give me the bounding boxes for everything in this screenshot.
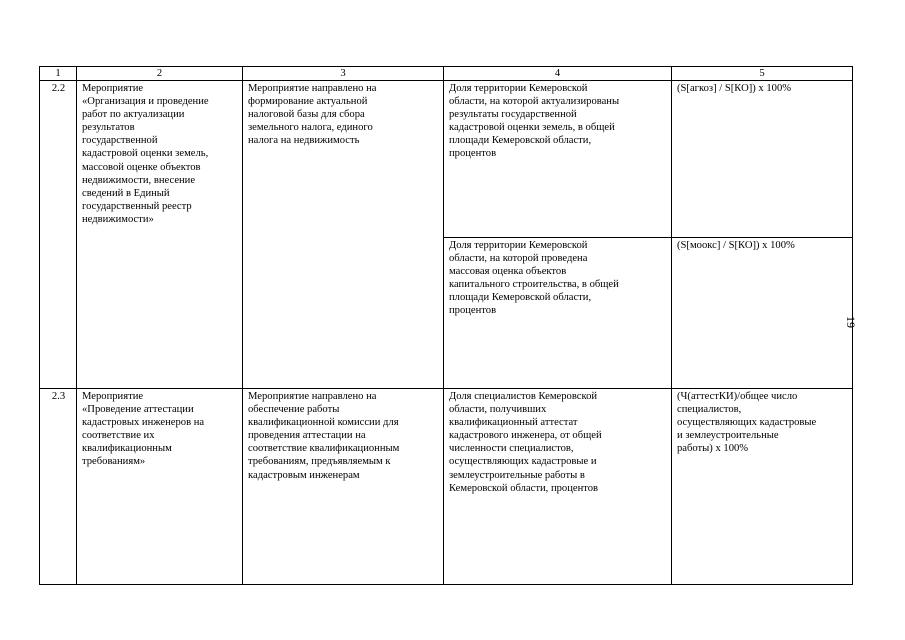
row-number: 2.2: [40, 81, 77, 389]
formula-text: (S[моокс] / S[КО]) х 100%: [677, 240, 795, 251]
formula-cell: [672, 81, 853, 238]
purpose-cell: [243, 389, 444, 585]
event-text: Мероприятие «Организация и проведение работ по актуализации результатов государственной кадастровой оценки земель, массовой оценке объектов недвижимости, внесение сведений в Единый государственный реестр недвижимости»: [82, 83, 209, 225]
column-number-2: 2: [77, 67, 243, 81]
column-number-5: 5: [672, 67, 853, 81]
purpose-text: Мероприятие направлено на обеспечение работы квалификационной комиссии для проведения аттестации на соответствие квалификационным требованиям, предъявляемым к кадастровым инженерам: [248, 391, 400, 481]
formula-cell: [672, 238, 853, 389]
purpose-cell: [243, 81, 444, 389]
event-text: Мероприятие «Проведение аттестации кадастровых инженеров на соответствие их квалификационным требованиям»: [82, 391, 205, 468]
indicator-cell: [444, 389, 672, 585]
column-number-1: 1: [40, 67, 77, 81]
event-cell: [77, 389, 243, 585]
page-number: 19: [844, 316, 858, 328]
table-row: [40, 81, 853, 238]
column-number-3: 3: [243, 67, 444, 81]
event-cell: [77, 81, 243, 389]
formula-text: (S[агкоз] / S[КО]) х 100%: [677, 83, 792, 94]
indicator-cell: [444, 238, 672, 389]
formula-cell: [672, 389, 853, 585]
indicator-text: Доля специалистов Кемеровской области, получивших квалификационный аттестат кадастрового инженера, от общей численности специалистов, осуществляющих кадастровые и землеустроительные работы в Кемеровской области, процентов: [449, 391, 602, 494]
indicator-text: Доля территории Кемеровской области, на которой проведена массовая оценка объектов капитального строительства, в общей площади Кемеровской области, процентов: [449, 240, 619, 317]
column-number-4: 4: [444, 67, 672, 81]
purpose-text: Мероприятие направлено на формирование актуальной налоговой базы для сбора земельного налога, единого налога на недвижимость: [248, 83, 377, 147]
row-number: 2.3: [40, 389, 77, 585]
measures-table: [39, 66, 853, 585]
table-row: [40, 389, 853, 585]
indicator-text: Доля территории Кемеровской области, на которой актуализированы результаты государственной кадастровой оценки земель, в общей площади Кемеровской области, процентов: [449, 83, 620, 160]
table-header-row: [40, 67, 853, 81]
indicator-cell: [444, 81, 672, 238]
formula-text: (Ч(аттестКИ)/общее число специалистов, осуществляющих кадастровые и землеустроительные работы) х 100%: [677, 391, 817, 455]
